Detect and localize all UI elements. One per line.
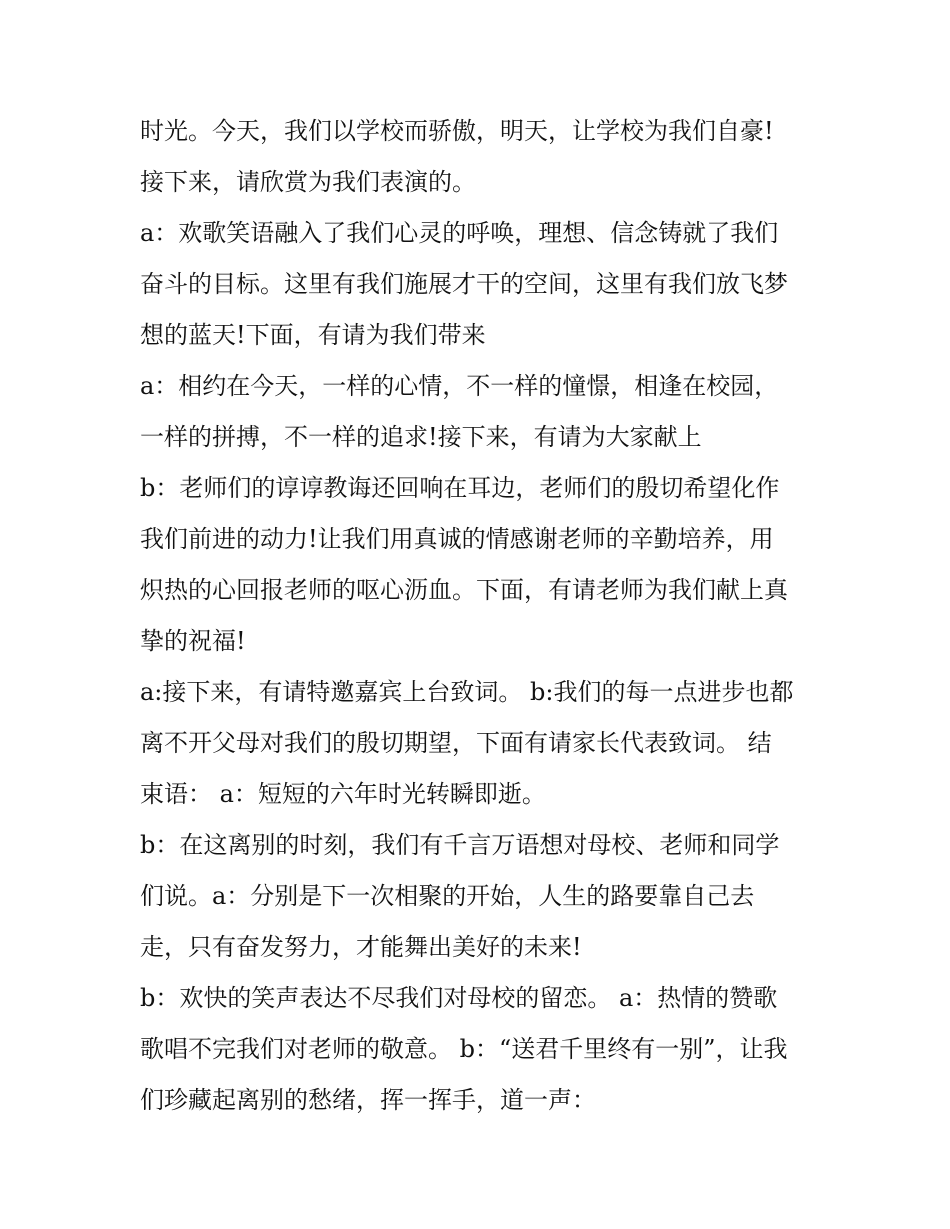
text-line: 接下来，请欣赏为我们表演的。 [140, 168, 476, 196]
text-line: 一样的拼搏，不一样的追求!接下来，有请为大家献上 [140, 423, 702, 451]
text-line: 我们前进的动力!让我们用真诚的情感谢老师的辛勤培养，用 [140, 525, 774, 553]
text-line: 们说。a：分别是下一次相聚的开始，人生的路要靠自己去 [140, 882, 755, 910]
text-line: 们珍藏起离别的愁绪，挥一挥手，道一声： [140, 1086, 596, 1114]
text-line: 离不开父母对我们的殷切期望，下面有请家长代表致词。 结 [140, 729, 772, 757]
text-line: 奋斗的目标。这里有我们施展才干的空间，这里有我们放飞梦 [140, 270, 788, 298]
text-line: 时光。今天，我们以学校而骄傲，明天，让学校为我们自豪! [140, 117, 774, 145]
text-line: a：欢歌笑语融入了我们心灵的呼唤，理想、信念铸就了我们 [140, 219, 779, 247]
text-line: 挚的祝福! [140, 627, 246, 655]
text-line: a:接下来，有请特邀嘉宾上台致词。 b:我们的每一点进步也都 [140, 678, 794, 706]
text-line: b：老师们的谆谆教诲还回响在耳边，老师们的殷切希望化作 [140, 474, 780, 502]
text-line: 想的蓝天!下面，有请为我们带来 [140, 321, 486, 349]
text-line: b：欢快的笑声表达不尽我们对母校的留恋。 a：热情的赞歌 [140, 984, 778, 1012]
text-line: 走，只有奋发努力，才能舞出美好的未来! [140, 933, 582, 961]
text-line: 炽热的心回报老师的呕心沥血。下面，有请老师为我们献上真 [140, 576, 788, 604]
text-line: 束语： a：短短的六年时光转瞬即逝。 [140, 780, 546, 808]
text-line: a：相约在今天，一样的心情，不一样的憧憬，相逢在校园， [140, 372, 779, 400]
text-line: b：在这离别的时刻，我们有千言万语想对母校、老师和同学 [140, 831, 780, 859]
text-line: 歌唱不完我们对老师的敬意。 b：“送君千里终有一别”，让我 [140, 1035, 788, 1063]
document-body [140, 106, 830, 1126]
